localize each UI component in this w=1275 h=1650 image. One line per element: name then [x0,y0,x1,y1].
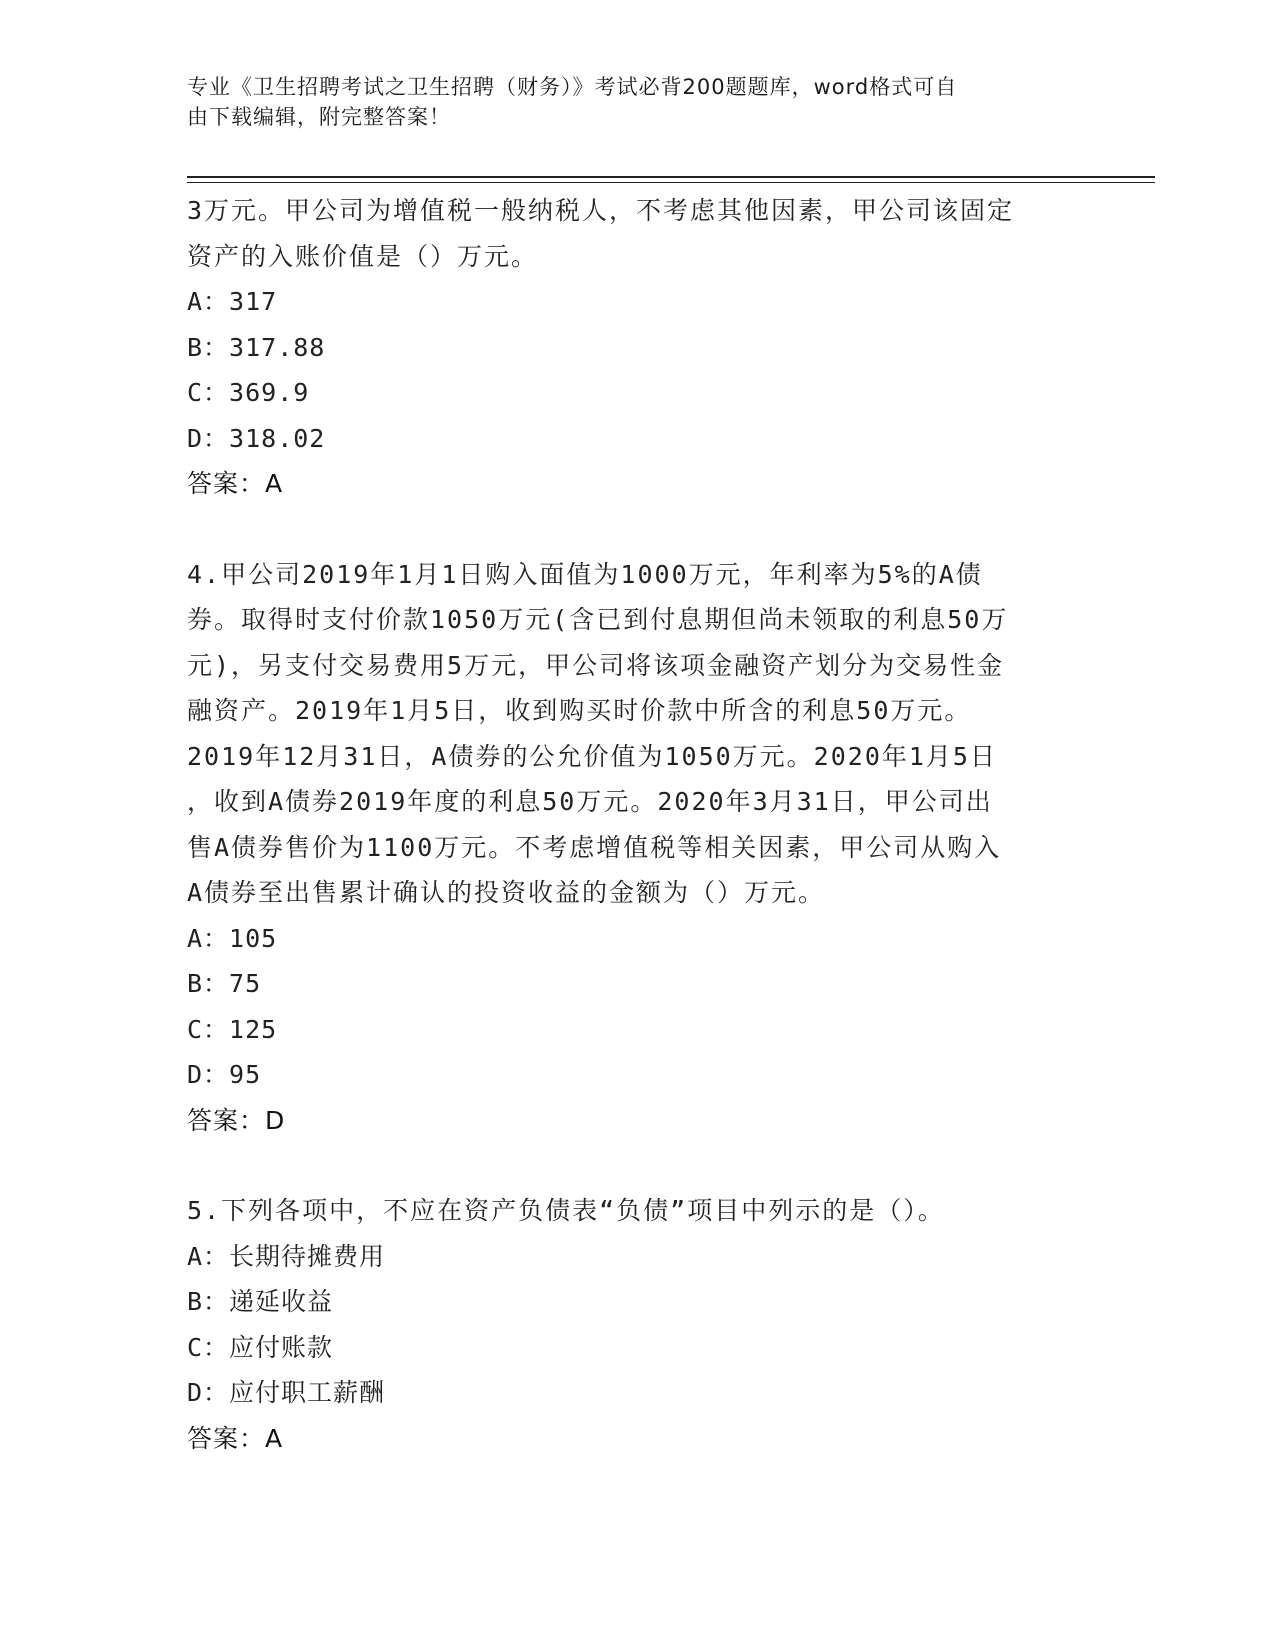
question-5 [187,1188,1087,1461]
question-4-text-line: 2019年12月31日，A债券的公允价值为1050万元。2020年1月5日 [187,741,997,771]
question-3 [187,188,1087,507]
question-4-text-line: 售A债券售价为1100万元。不考虑增值税等相关因素，甲公司从购入 [187,832,1002,862]
header-divider-thick [187,176,1155,178]
question-3-text-line-2: 资产的入账价值是（）万元。 [187,241,539,271]
spacer [187,507,1087,552]
header-line-1: 专业《卫生招聘考试之卫生招聘（财务）》考试必背200题题库，word格式可自 [187,75,958,99]
question-5-answer: 答案：A [187,1423,284,1453]
question-4-text-line: ，收到A债券2019年度的利息50万元。2020年3月31日，甲公司出 [187,787,993,816]
header-divider-thin [187,182,1155,183]
question-5-option-c: C：应付账款 [187,1332,334,1362]
question-4-text-line: 4.甲公司2019年1月1日购入面值为1000万元，年利率为5%的A债 [187,559,983,589]
question-3-answer: 答案：A [187,469,284,498]
question-5-option-a: A：长期待摊费用 [187,1241,386,1271]
question-3-option-d: D：318.02 [187,423,326,453]
question-4 [187,552,1087,1144]
question-4-text-line: 券。取得时支付价款1050万元(含已到付息期但尚未领取的利息50万 [187,605,1009,634]
question-3-option-a: A：317 [187,287,278,316]
question-4-text-line: 融资产。2019年1月5日，收到购买时价款中所含的利息50万元。 [187,696,972,725]
question-3-option-c: C：369.9 [187,378,310,407]
question-4-text-line: A债券至出售累计确认的投资收益的金额为（）万元。 [187,878,826,907]
question-4-option-a: A：105 [187,923,278,953]
question-4-option-c: C：125 [187,1014,278,1044]
page-header [187,72,1067,132]
question-4-answer: 答案：D [187,1105,286,1135]
question-4-option-b: B：75 [187,969,262,998]
header-line-2: 由下载编辑，附完整答案！ [187,105,451,129]
question-3-text-line-1: 3万元。甲公司为增值税一般纳税人，不考虑其他因素，甲公司该固定 [187,196,1015,225]
question-3-option-b: B：317.88 [187,332,326,362]
question-4-option-d: D：95 [187,1060,262,1089]
question-list [187,188,1087,1461]
question-5-text: 5.下列各项中，不应在资产负债表“负债”项目中列示的是（）。 [187,1196,945,1225]
question-4-text-line: 元)，另支付交易费用5万元，甲公司将该项金融资产划分为交易性金 [187,650,1005,680]
spacer [187,1143,1087,1188]
question-5-option-b: B：递延收益 [187,1287,334,1316]
question-5-option-d: D：应付职工薪酬 [187,1378,386,1407]
